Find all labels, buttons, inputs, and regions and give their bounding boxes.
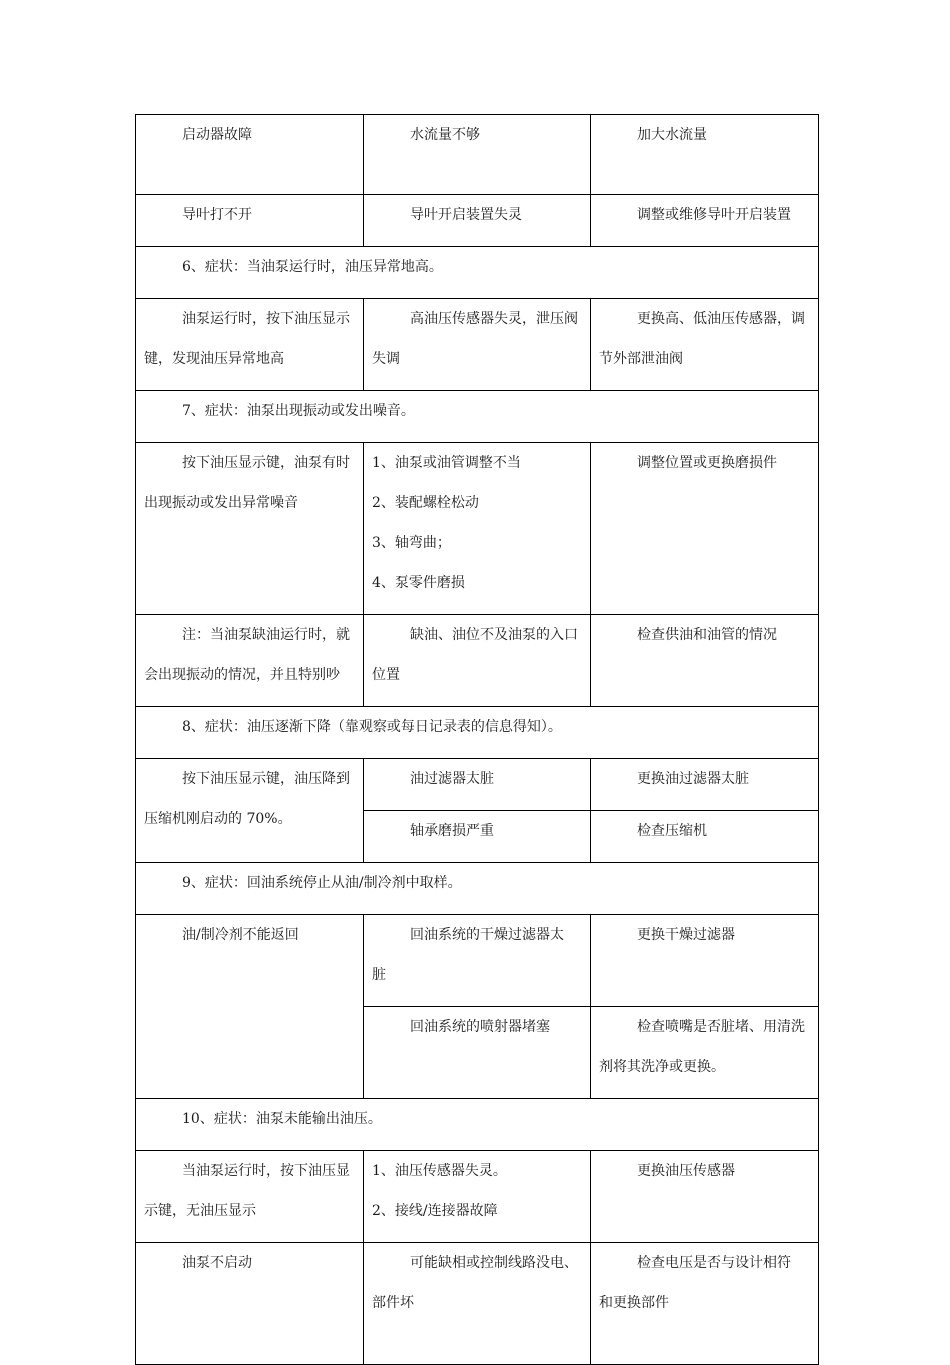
cell-text-line: 失调 — [372, 351, 400, 367]
symptom-description-cell — [136, 115, 364, 195]
cause-cell — [364, 759, 591, 811]
cell-text-line: 3、轴弯曲； — [372, 535, 451, 551]
cell-text-line: 脏 — [372, 967, 386, 983]
remedy-cell — [591, 759, 819, 811]
cell-text-line: 回油系统的喷射器堵塞 — [410, 1019, 550, 1035]
cell-text-line: 油泵运行时，按下油压显示 — [182, 311, 350, 327]
cell-text-line: 出现振动或发出异常噪音 — [144, 495, 298, 511]
cause-cell — [364, 195, 591, 247]
cell-text-line: 导叶开启装置失灵 — [410, 207, 522, 223]
cell-text-line: 更换干燥过滤器 — [637, 927, 735, 943]
symptom-row — [136, 863, 819, 915]
cell-text-line: 按下油压显示键，油压降到 — [182, 771, 350, 787]
cell-text-line: 检查压缩机 — [637, 823, 707, 839]
symptom-text: 8、症状：油压逐渐下降（靠观察或每日记录表的信息得知）。 — [182, 719, 562, 735]
cell-text-line: 调整或维修导叶开启装置 — [637, 207, 791, 223]
symptom-text: 10、症状：油泵未能输出油压。 — [182, 1111, 382, 1127]
cell-text-line: 节外部泄油阀 — [599, 351, 683, 367]
cell-text-line: 高油压传感器失灵，泄压阀 — [410, 311, 578, 327]
remedy-cell — [591, 915, 819, 1007]
table-row — [136, 615, 819, 707]
cell-text-line: 注：当油泵缺油运行时，就 — [182, 627, 350, 643]
symptom-heading — [136, 391, 819, 443]
table-row — [136, 195, 819, 247]
troubleshooting-table-body — [136, 115, 819, 1365]
cause-cell — [364, 1007, 591, 1099]
cell-text-line: 水流量不够 — [410, 127, 480, 143]
table-row — [136, 299, 819, 391]
table-row — [136, 115, 819, 195]
cell-text-line: 油过滤器太脏 — [410, 771, 494, 787]
cell-text-line: 缺油、油位不及油泵的入口 — [410, 627, 578, 643]
cause-cell — [364, 115, 591, 195]
cell-text-line: 部件坏 — [372, 1295, 414, 1311]
cell-text-line: 可能缺相或控制线路没电、 — [410, 1255, 578, 1271]
cell-text-line: 检查喷嘴是否脏堵、用清洗 — [637, 1019, 805, 1035]
remedy-cell — [591, 1151, 819, 1243]
cell-text-line: 更换油压传感器 — [637, 1163, 735, 1179]
cell-text-line: 回油系统的干燥过滤器太 — [410, 927, 564, 943]
cause-cell — [364, 443, 591, 615]
symptom-description-cell — [136, 759, 364, 863]
table-row — [136, 1151, 819, 1243]
cell-text-line: 更换油过滤器太脏 — [637, 771, 749, 787]
symptom-text: 9、症状：回油系统停止从油/制冷剂中取样。 — [182, 875, 462, 891]
cell-text-line: 启动器故障 — [182, 127, 252, 143]
remedy-cell — [591, 195, 819, 247]
cell-text-line: 检查供油和油管的情况 — [637, 627, 777, 643]
symptom-row — [136, 1099, 819, 1151]
symptom-text: 6、症状：当油泵运行时，油压异常地高。 — [182, 259, 443, 275]
cell-text-line: 1、油泵或油管调整不当 — [372, 455, 521, 471]
cause-cell — [364, 299, 591, 391]
cause-cell — [364, 615, 591, 707]
symptom-description-cell — [136, 443, 364, 615]
symptom-heading — [136, 707, 819, 759]
cell-text-line: 2、接线/连接器故障 — [372, 1203, 498, 1219]
cell-text-line: 键，发现油压异常地高 — [144, 351, 284, 367]
symptom-description-cell — [136, 1151, 364, 1243]
remedy-cell — [591, 1243, 819, 1365]
symptom-text: 7、症状：油泵出现振动或发出噪音。 — [182, 403, 415, 419]
symptom-description-cell — [136, 1243, 364, 1365]
cell-text-line: 油泵不启动 — [182, 1255, 252, 1271]
symptom-heading — [136, 247, 819, 299]
cell-text-line: 按下油压显示键，油泵有时 — [182, 455, 350, 471]
troubleshooting-table — [135, 114, 819, 1365]
cell-text-line: 会出现振动的情况，并且特别吵 — [144, 667, 340, 683]
cell-text-line: 压缩机刚启动的 70%。 — [144, 811, 292, 827]
cell-text-line: 4、泵零件磨损 — [372, 575, 465, 591]
remedy-cell — [591, 443, 819, 615]
remedy-cell — [591, 811, 819, 863]
cell-text-line: 轴承磨损严重 — [410, 823, 494, 839]
table-row — [136, 759, 819, 811]
symptom-row — [136, 247, 819, 299]
symptom-description-cell — [136, 299, 364, 391]
symptom-heading — [136, 1099, 819, 1151]
cause-cell — [364, 1243, 591, 1365]
cell-text-line: 和更换部件 — [599, 1295, 669, 1311]
cell-text-line: 加大水流量 — [637, 127, 707, 143]
cell-text-line: 检查电压是否与设计相符 — [637, 1255, 791, 1271]
remedy-cell — [591, 1007, 819, 1099]
remedy-cell — [591, 299, 819, 391]
cause-cell — [364, 1151, 591, 1243]
remedy-cell — [591, 115, 819, 195]
table-row — [136, 1243, 819, 1365]
cell-text-line: 导叶打不开 — [182, 207, 252, 223]
cell-text-line: 剂将其洗净或更换。 — [599, 1059, 725, 1075]
symptom-row — [136, 391, 819, 443]
cause-cell — [364, 915, 591, 1007]
table-row — [136, 915, 819, 1007]
cause-cell — [364, 811, 591, 863]
symptom-row — [136, 707, 819, 759]
cell-text-line: 2、装配螺栓松动 — [372, 495, 479, 511]
symptom-heading — [136, 863, 819, 915]
symptom-description-cell — [136, 915, 364, 1099]
symptom-description-cell — [136, 615, 364, 707]
symptom-description-cell — [136, 195, 364, 247]
cell-text-line: 更换高、低油压传感器，调 — [637, 311, 805, 327]
cell-text-line: 位置 — [372, 667, 400, 683]
cell-text-line: 示键，无油压显示 — [144, 1203, 256, 1219]
cell-text-line: 油/制冷剂不能返回 — [182, 927, 299, 943]
cell-text-line: 当油泵运行时，按下油压显 — [182, 1163, 350, 1179]
remedy-cell — [591, 615, 819, 707]
cell-text-line: 调整位置或更换磨损件 — [637, 455, 777, 471]
cell-text-line: 1、油压传感器失灵。 — [372, 1163, 507, 1179]
table-row — [136, 443, 819, 615]
